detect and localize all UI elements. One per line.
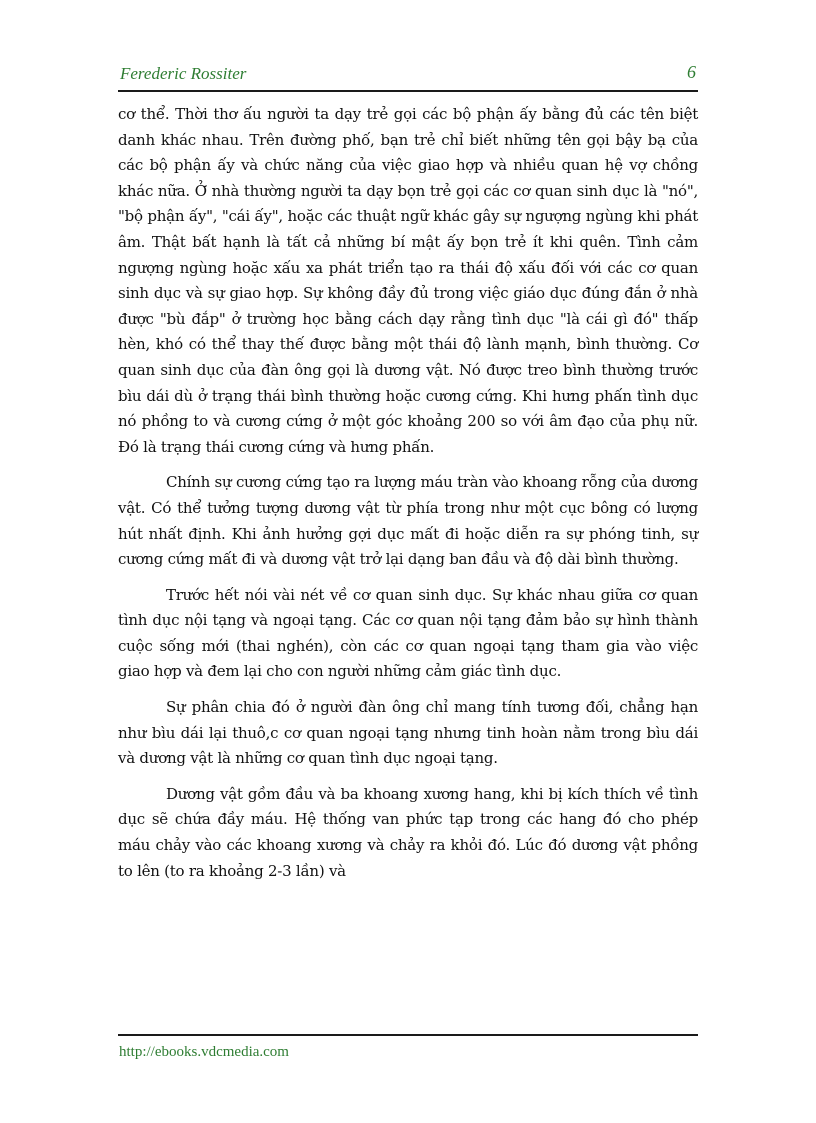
footer-divider <box>118 1034 698 1036</box>
page-body <box>118 102 698 894</box>
paragraph-5: Dương vật gồm đầu và ba khoang xương hang, khi bị kích thích về tình dục sẽ chứa đầy máu. Hệ thống van phức tạp trong các hang đó cho phép máu chảy vào các khoang xương và chảy ra khỏi đó. Lúc đó dương vật phồng to lên (to ra khoảng 2-3 lần) và <box>118 784 698 880</box>
footer-url-link[interactable]: http://ebooks.vdcmedia.com <box>119 1044 289 1060</box>
header-author: Ferederic Rossiter <box>120 64 247 83</box>
paragraph-4: Sự phân chia đó ở người đàn ông chỉ mang tính tương đối, chẳng hạn như bìu dái lại thuô,c cơ quan ngoại tạng nhưng tinh hoàn nằm trong bìu dái và dương vật là những cơ quan tình dục ngoại tạng. <box>118 698 698 768</box>
page-header <box>118 62 698 92</box>
paragraph-3: Trước hết nói vài nét về cơ quan sinh dục. Sự khác nhau giữa cơ quan tình dục nội tạng và ngoại tạng. Các cơ quan nội tạng đảm bảo sự hình thành cuộc sống mới (thai nghén), còn các cơ quan ngoại tạng tham gia vào việc giao hợp và đem lại cho con người những cảm giác tình dục. <box>118 585 698 681</box>
paragraph-2: Chính sự cương cứng tạo ra lượng máu tràn vào khoang rỗng của dương vật. Có thể tưởng tượng dương vật từ phía trong như một cục bông có lượng hút nhất định. Khi ảnh hưởng gợi dục mất đi hoặc diễn ra sự phóng tinh, sự cương cứng mất đi và dương vật trở lại dạng ban đầu và độ dài bình thường. <box>118 473 698 569</box>
page-number: 6 <box>687 62 696 82</box>
paragraph-1: cơ thể. Thời thơ ấu người ta dạy trẻ gọi các bộ phận ấy bằng đủ các tên biệt danh khác nhau. Trên đường phố, bạn trẻ chỉ biết những tên gọi bậy bạ của các bộ phận ấy và chức năng của việc giao hợp và nhiều quan hệ vợ chồng khác nữa. Ở nhà thường người ta dạy bọn trẻ gọi các cơ quan sinh dục là "nó", "bộ phận ấy", "cái ấy", hoặc các thuật ngữ khác gây sự ngượng ngùng khi phát âm. Thật bất hạnh là tất cả những bí mật ấy bọn trẻ ít khi quên. Tình cảm ngượng ngùng hoặc xấu xa phát triển tạo ra thái độ xấu đối với các cơ quan sinh dục và sự giao hợp. Sự không đầy đủ trong việc giáo dục đúng đắn ở nhà được "bù đắp" ở trường học bằng cách dạy rằng tình dục "là cái gì đó" thấp hèn, khó có thể thay thế được bằng một thái độ lành mạnh, bình thường. Cơ quan sinh dục của đàn ông gọi là dương vật. Nó được treo bình thường trước bìu dái dù ở trạng thái bình thường hoặc cương cứng. Khi hưng phấn tình dục nó phồng to và cương cứng ở một góc khoảng 200 so với âm đạo của phụ nữ. Đó là trạng thái cương cứng và hưng phấn. <box>118 105 698 456</box>
